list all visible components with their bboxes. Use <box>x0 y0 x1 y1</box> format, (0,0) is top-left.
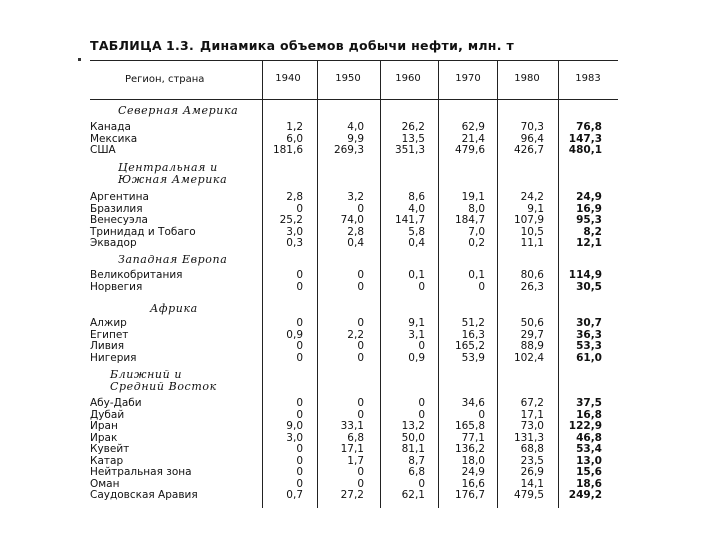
value-cell-1970: 165,8 <box>454 420 485 432</box>
value-cell-1950: 269,3 <box>333 144 364 156</box>
region-heading: Африка <box>150 302 198 315</box>
value-cell-1950: 0 <box>357 351 364 364</box>
value-cell-1950: 1,7 <box>347 454 364 467</box>
value-cell-1970: 77,1 <box>461 431 485 444</box>
value-cell-1960: 4,0 <box>408 202 425 215</box>
value-cell-1970: 53,9 <box>461 351 485 364</box>
region-header: Регион, страна <box>125 74 205 85</box>
value-cell-1980: 70,3 <box>520 121 544 133</box>
value-cell-1950: 0 <box>357 202 364 215</box>
value-cell-1970: 165,2 <box>454 340 485 352</box>
value-cell-1980: 102,4 <box>513 351 544 364</box>
value-cell-1960: 141,7 <box>394 214 425 226</box>
value-cell-1950: 27,2 <box>340 489 364 501</box>
value-cell-1970: 0,1 <box>468 269 485 281</box>
country-name: Канада <box>90 121 131 133</box>
value-cell-1970: 184,7 <box>454 214 485 226</box>
value-cell-1983: 18,6 <box>576 477 602 490</box>
value-cell-1983: 122,9 <box>568 420 602 432</box>
value-cell-1983: 46,8 <box>576 431 602 444</box>
value-cell-1980: 73,0 <box>520 420 544 432</box>
value-cell-1940: 0 <box>296 340 303 352</box>
value-cell-1980: 107,9 <box>513 214 544 226</box>
value-cell-1970: 34,6 <box>461 397 485 409</box>
value-cell-1983: 16,8 <box>576 408 602 421</box>
year-header-1980: 1980 <box>514 73 540 84</box>
value-cell-1983: 114,9 <box>568 269 602 281</box>
value-cell-1940: 9,0 <box>286 420 303 432</box>
value-cell-1950: 0 <box>357 280 364 293</box>
value-cell-1980: 9,1 <box>527 202 544 215</box>
value-cell-1960: 5,8 <box>408 225 425 238</box>
year-header-1940: 1940 <box>275 73 301 84</box>
country-name: Великобритания <box>90 269 183 281</box>
value-cell-1940: 0 <box>296 477 303 490</box>
value-cell-1980: 80,6 <box>520 269 544 281</box>
value-cell-1940: 0,9 <box>286 328 303 341</box>
value-cell-1970: 51,2 <box>461 317 485 329</box>
value-cell-1960: 81,1 <box>401 443 425 455</box>
value-cell-1950: 0 <box>357 408 364 421</box>
value-cell-1980: 68,8 <box>520 443 544 455</box>
value-cell-1983: 13,0 <box>576 454 602 467</box>
value-cell-1983: 61,0 <box>576 351 602 364</box>
country-name: США <box>90 144 116 156</box>
value-cell-1983: 76,8 <box>576 121 602 133</box>
value-cell-1970: 136,2 <box>454 443 485 455</box>
value-cell-1983: 147,3 <box>568 132 602 145</box>
value-cell-1980: 479,5 <box>513 489 544 501</box>
value-cell-1940: 0 <box>296 351 303 364</box>
value-cell-1980: 14,1 <box>520 477 544 490</box>
value-cell-1950: 6,8 <box>347 431 364 444</box>
value-cell-1940: 0 <box>296 280 303 293</box>
value-cell-1980: 88,9 <box>520 340 544 352</box>
value-cell-1970: 0 <box>478 280 485 293</box>
value-cell-1980: 67,2 <box>520 397 544 409</box>
value-cell-1940: 6,0 <box>286 132 303 145</box>
value-cell-1980: 131,3 <box>513 431 544 444</box>
value-cell-1983: 12,1 <box>576 237 602 249</box>
value-cell-1950: 17,1 <box>340 443 364 455</box>
year-header-1950: 1950 <box>335 73 361 84</box>
value-cell-1940: 0 <box>296 202 303 215</box>
value-cell-1950: 3,2 <box>347 191 364 203</box>
value-cell-1940: 0 <box>296 269 303 281</box>
value-cell-1970: 0 <box>478 408 485 421</box>
value-cell-1980: 17,1 <box>520 408 544 421</box>
scan-mark <box>78 58 81 61</box>
value-cell-1960: 0,4 <box>408 237 425 249</box>
value-cell-1950: 0 <box>357 269 364 281</box>
country-name: Нейтральная зона <box>90 466 192 478</box>
value-cell-1950: 2,8 <box>347 225 364 238</box>
value-cell-1980: 50,6 <box>520 317 544 329</box>
country-name: Саудовская Аравия <box>90 489 198 501</box>
value-cell-1960: 0 <box>418 280 425 293</box>
value-cell-1950: 0 <box>357 477 364 490</box>
value-cell-1980: 24,2 <box>520 191 544 203</box>
value-cell-1983: 30,7 <box>576 317 602 329</box>
value-cell-1983: 36,3 <box>576 328 602 341</box>
value-cell-1960: 3,1 <box>408 328 425 341</box>
country-name: Кувейт <box>90 443 130 455</box>
country-name: Бразилия <box>90 202 143 215</box>
value-cell-1940: 0 <box>296 466 303 478</box>
value-cell-1980: 26,9 <box>520 466 544 478</box>
value-cell-1960: 0,9 <box>408 351 425 364</box>
value-cell-1970: 0,2 <box>468 237 485 249</box>
value-cell-1980: 23,5 <box>520 454 544 467</box>
country-name: Аргентина <box>90 191 149 203</box>
value-cell-1983: 16,9 <box>576 202 602 215</box>
region-heading: Центральная и Южная Америка <box>118 161 228 186</box>
value-cell-1983: 8,2 <box>583 225 602 238</box>
header-bottom-rule <box>90 99 618 100</box>
value-cell-1950: 0 <box>357 466 364 478</box>
country-name: Оман <box>90 477 120 490</box>
value-cell-1940: 0 <box>296 408 303 421</box>
value-cell-1960: 8,6 <box>408 191 425 203</box>
value-cell-1983: 480,1 <box>568 144 602 156</box>
value-cell-1950: 0 <box>357 317 364 329</box>
year-header-1970: 1970 <box>455 73 481 84</box>
value-cell-1970: 19,1 <box>461 191 485 203</box>
value-cell-1960: 8,7 <box>408 454 425 467</box>
table-number: 1.3. <box>165 38 195 53</box>
region-heading: Северная Америка <box>118 104 239 117</box>
year-header-1960: 1960 <box>395 73 421 84</box>
country-name: Тринидад и Тобаго <box>90 225 196 238</box>
value-cell-1960: 6,8 <box>408 466 425 478</box>
value-cell-1940: 0 <box>296 443 303 455</box>
country-name: Алжир <box>90 317 127 329</box>
value-cell-1960: 0,1 <box>408 269 425 281</box>
value-cell-1983: 37,5 <box>576 397 602 409</box>
value-cell-1983: 24,9 <box>576 191 602 203</box>
region-heading: Западная Европа <box>118 253 228 266</box>
value-cell-1950: 2,2 <box>347 328 364 341</box>
value-cell-1970: 16,6 <box>461 477 485 490</box>
value-cell-1940: 0,3 <box>286 237 303 249</box>
value-cell-1983: 30,5 <box>576 280 602 293</box>
value-cell-1960: 62,1 <box>401 489 425 501</box>
table-label: ТАБЛИЦА <box>90 38 162 53</box>
value-cell-1983: 15,6 <box>576 466 602 478</box>
value-cell-1970: 479,6 <box>454 144 485 156</box>
value-cell-1960: 0 <box>418 397 425 409</box>
value-cell-1970: 62,9 <box>461 121 485 133</box>
value-cell-1960: 0 <box>418 408 425 421</box>
value-cell-1940: 1,2 <box>286 121 303 133</box>
value-cell-1960: 0 <box>418 477 425 490</box>
value-cell-1950: 33,1 <box>340 420 364 432</box>
value-cell-1970: 18,0 <box>461 454 485 467</box>
value-cell-1950: 0 <box>357 340 364 352</box>
country-name: Мексика <box>90 132 138 145</box>
country-name: Норвегия <box>90 280 143 293</box>
value-cell-1960: 9,1 <box>408 317 425 329</box>
value-cell-1940: 0,7 <box>286 489 303 501</box>
value-cell-1983: 249,2 <box>568 489 602 501</box>
country-name: Катар <box>90 454 124 467</box>
value-cell-1960: 0 <box>418 340 425 352</box>
value-cell-1980: 11,1 <box>520 237 544 249</box>
value-cell-1950: 4,0 <box>347 121 364 133</box>
value-cell-1980: 10,5 <box>520 225 544 238</box>
value-cell-1970: 7,0 <box>468 225 485 238</box>
value-cell-1950: 0 <box>357 397 364 409</box>
value-cell-1980: 29,7 <box>520 328 544 341</box>
value-cell-1940: 0 <box>296 397 303 409</box>
value-cell-1980: 26,3 <box>520 280 544 293</box>
value-cell-1960: 13,5 <box>401 132 425 145</box>
country-name: Дубай <box>90 408 125 421</box>
value-cell-1940: 3,0 <box>286 225 303 238</box>
country-name: Египет <box>90 328 129 341</box>
year-header-1983: 1983 <box>575 73 601 84</box>
value-cell-1983: 53,3 <box>576 340 602 352</box>
value-cell-1950: 0,4 <box>347 237 364 249</box>
value-cell-1970: 24,9 <box>461 466 485 478</box>
country-name: Иран <box>90 420 118 432</box>
value-cell-1940: 0 <box>296 317 303 329</box>
value-cell-1970: 21,4 <box>461 132 485 145</box>
value-cell-1970: 8,0 <box>468 202 485 215</box>
value-cell-1940: 3,0 <box>286 431 303 444</box>
table-title <box>90 38 514 53</box>
country-name: Эквадор <box>90 237 137 249</box>
header-top-rule <box>90 60 618 61</box>
value-cell-1950: 9,9 <box>347 132 364 145</box>
region-heading: Ближний и Средний Восток <box>110 368 217 393</box>
value-cell-1940: 2,8 <box>286 191 303 203</box>
value-cell-1940: 25,2 <box>279 214 303 226</box>
country-name: Абу-Даби <box>90 397 142 409</box>
country-name: Нигерия <box>90 351 137 364</box>
value-cell-1940: 0 <box>296 454 303 467</box>
value-cell-1980: 96,4 <box>520 132 544 145</box>
value-cell-1970: 176,7 <box>454 489 485 501</box>
value-cell-1940: 181,6 <box>272 144 303 156</box>
value-cell-1960: 26,2 <box>401 121 425 133</box>
value-cell-1960: 13,2 <box>401 420 425 432</box>
value-cell-1970: 16,3 <box>461 328 485 341</box>
country-name: Ливия <box>90 340 125 352</box>
value-cell-1980: 426,7 <box>513 144 544 156</box>
value-cell-1960: 351,3 <box>394 144 425 156</box>
value-cell-1983: 53,4 <box>576 443 602 455</box>
value-cell-1960: 50,0 <box>401 431 425 444</box>
value-cell-1983: 95,3 <box>576 214 602 226</box>
country-name: Венесуэла <box>90 214 148 226</box>
table-caption: Динамика объемов добычи нефти, млн. т <box>200 38 514 53</box>
country-name: Ирак <box>90 431 118 444</box>
value-cell-1950: 74,0 <box>340 214 364 226</box>
